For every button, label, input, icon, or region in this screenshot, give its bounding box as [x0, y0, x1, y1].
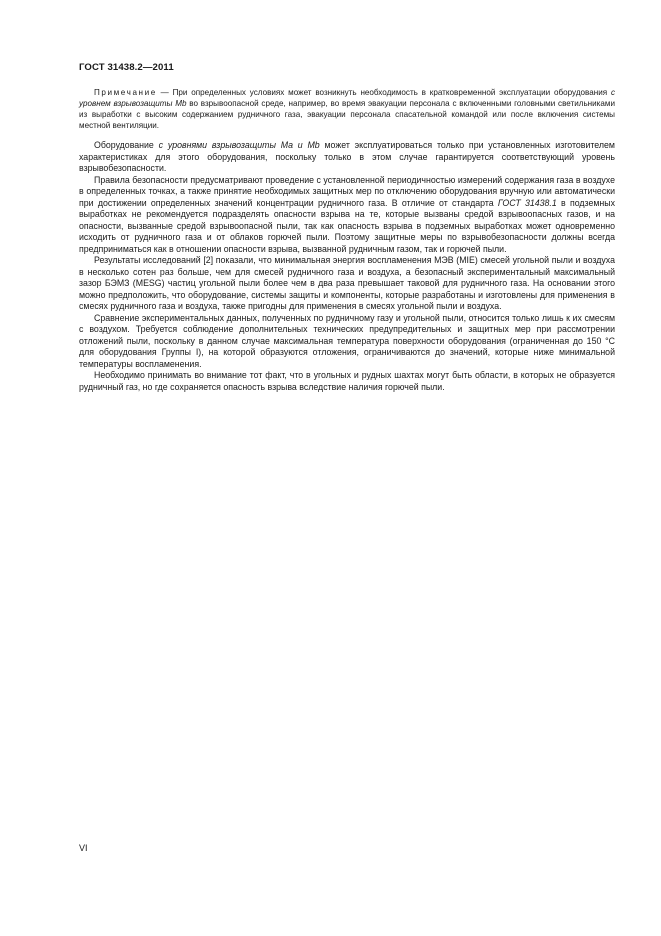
paragraph-3: Результаты исследований [2] показали, что минимальная энергия воспламенения МЭВ (MIE) смесей угольной пыли и воздуха в несколько сотен раз больше, чем для смесей рудничного газа и воздуха, а безопасный экспериментальный максимальный зазор БЭМЗ (MESG) частиц угольной пыли более чем в два раза превышает таковой для рудничного газа. На основании этого можно предположить, что оборудование, системы защиты и компоненты, которые разработаны и изготовлены для применения в смесях рудничного газа и воздуха, также пригодны для применения в смесях угольной пыли и воздуха.	[79, 255, 615, 312]
note-text-1: — При определенных условиях может возникнуть необходимость в кратковременной эксплуатации оборудования	[156, 88, 611, 97]
paragraph-1	[79, 140, 615, 175]
note-italic: с уровнем взрывозащиты Mb	[79, 88, 615, 109]
paragraph-1-italic: с уровнями взрывозащиты Ma и Mb	[158, 140, 320, 151]
paragraph-2-text-2: в подземных выработках не рекомендуется подразделять опасности взрыва на те, которые вызваны средой взрывоопасных газов, и на опасности, вызванные средой взрывоопасной пыли, так как опасность взрыва в подземных выработках может одновременно исходить от рудничного газа и от облаков горючей пыли. Поэтому защитные меры по взрывобезопасности должны всегда предприниматься как в отношении опасности взрыва, вызванной рудничным газом, так и горючей пыли.	[79, 197, 615, 254]
paragraph-2-italic: ГОСТ 31438.1	[497, 197, 557, 208]
note-paragraph	[79, 87, 615, 131]
paragraph-2-text-1: Правила безопасности предусматривают проведение с установленной периодичностью измерений содержания газа в воздухе в определенных точках, а также принятие необходимых защитных мер по отключению оборудования вручную или автоматически при достижении определенных значений концентрации рудничного газа. В отличие от стандарта	[79, 174, 615, 208]
note-text-2: во взрывоопасной среде, например, во время эвакуации персонала с включенными головными светильниками из выработки с высоким содержанием рудничного газа, эвакуации персонала спасательной командой или после включения системы местной вентиляции.	[79, 99, 615, 131]
note-lead: Примечание	[94, 88, 157, 97]
paragraph-2	[79, 175, 615, 256]
paragraph-1-text-2: может эксплуатироваться только при установленных изготовителем характеристиках для этого оборудования, поскольку только в этом случае гарантируется соответствующий уровень взрывобезопасности.	[79, 140, 615, 174]
document-header: ГОСТ 31438.2—2011	[79, 62, 174, 73]
paragraph-4: Сравнение экспериментальных данных, полученных по рудничному газу и угольной пыли, относится только лишь к их смесям с воздухом. Требуется соблюдение дополнительных технических предупредительных и защитных мер при рассмотрении отложений пыли, поскольку в данном случае максимальная температура поверхности оборудования (ограниченная до 150 °С для оборудования Группы I), на которой образуются отложения, ограничиваются до значений, которые ниже минимальной температуры воспламенения.	[79, 312, 615, 369]
paragraph-5: Необходимо принимать во внимание тот факт, что в угольных и рудных шахтах могут быть области, в которых не образуется рудничный газ, но где сохраняется опасность взрыва вследствие наличия горючей пыли.	[79, 370, 615, 392]
document-body	[79, 87, 615, 393]
page-number: VI	[79, 843, 88, 853]
paragraph-1-text-1: Оборудование	[94, 140, 159, 151]
